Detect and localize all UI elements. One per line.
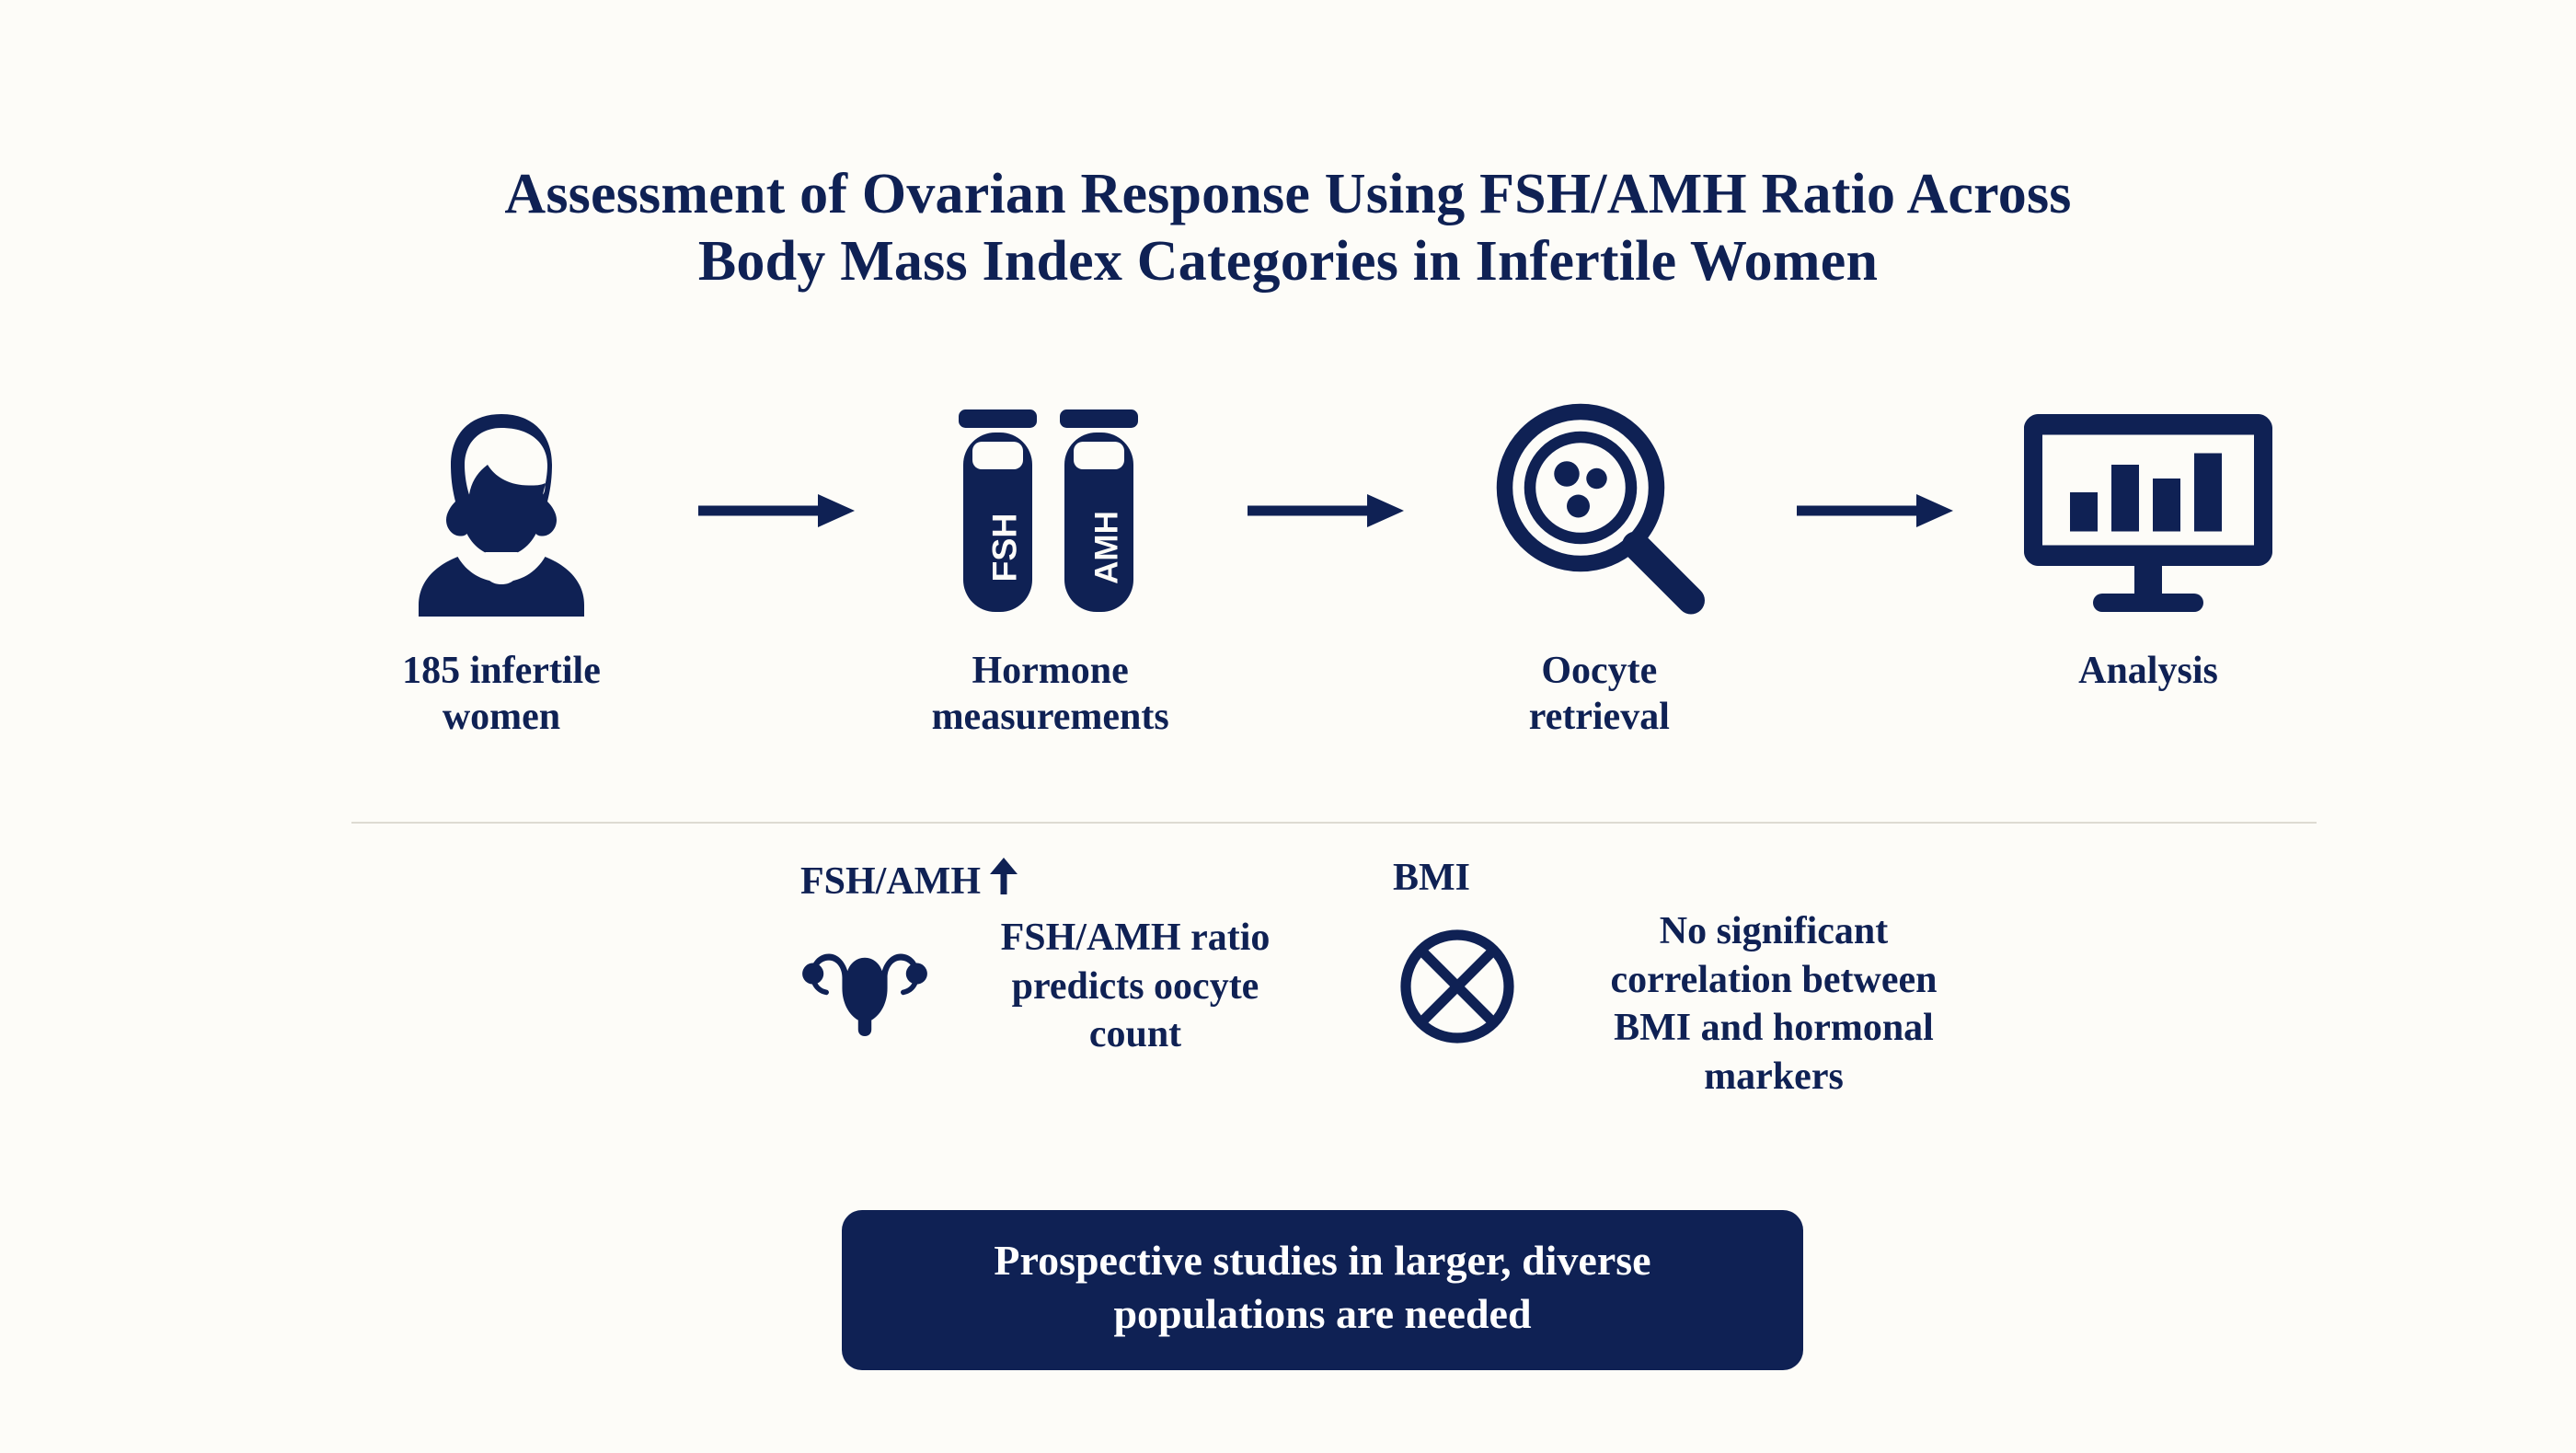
test-tubes-icon	[917, 386, 1184, 635]
svg-text:AMH: AMH	[1088, 511, 1125, 584]
flow-step-label-line-2: women	[442, 696, 561, 739]
arrow-right-icon	[1787, 386, 1961, 635]
finding-tag	[1384, 856, 2004, 900]
uterus-icon	[791, 914, 938, 1048]
flow-step-label	[2078, 648, 2218, 694]
flow-step-oocyte-retrieval	[1447, 386, 1751, 741]
finding-text	[951, 914, 1319, 1059]
finding-body	[791, 914, 1319, 1059]
flow-step-participants	[350, 386, 653, 741]
finding-text-line-4: markers	[1704, 1055, 1844, 1098]
finding-text-line-3: count	[1088, 1013, 1182, 1055]
finding-tag	[791, 856, 1319, 906]
finding-text-line-1: FSH/AMH ratio	[1000, 917, 1271, 959]
flow-step-label	[1529, 648, 1670, 741]
study-flow	[350, 386, 2300, 773]
page-title-line-1: Assessment of Ovarian Response Using FSH/AMH Ratio Across	[504, 163, 2072, 225]
finding-tag-label: BMI	[1393, 857, 1470, 899]
finding-text-line-3: BMI and hormonal	[1614, 1007, 1934, 1049]
finding-text-line-1: No significant	[1659, 910, 1889, 952]
flow-step-label	[402, 648, 601, 741]
callout-line-1: Prospective studies in larger, diverse	[994, 1237, 1651, 1284]
woman-icon	[386, 386, 616, 635]
finding-text	[1544, 907, 2004, 1101]
finding-text-line-2: correlation between	[1610, 958, 1938, 1001]
svg-text:FSH: FSH	[984, 513, 1024, 582]
flow-step-label-line-1: Hormone	[972, 650, 1129, 692]
flow-step-label-line-2: retrieval	[1528, 696, 1670, 739]
oocyte-magnifier-icon	[1479, 386, 1719, 635]
arrow-up-icon	[988, 856, 1019, 906]
bar-chart-monitor-icon	[2024, 386, 2272, 635]
flow-step-hormone-measurements	[899, 386, 1202, 741]
no-correlation-icon	[1384, 907, 1531, 1051]
flow-step-label-line-2: measurements	[931, 696, 1169, 739]
finding-bmi	[1384, 856, 2004, 1101]
arrow-right-icon	[688, 386, 863, 635]
callout-line-2: populations are needed	[1113, 1289, 1532, 1337]
flow-step-analysis	[1996, 386, 2300, 694]
flow-step-label	[932, 648, 1169, 741]
flow-step-label-line-1: 185 infertile	[402, 650, 601, 692]
page-title	[0, 161, 2576, 295]
key-findings	[791, 856, 2171, 1101]
flow-step-label-line-1: Oocyte	[1541, 650, 1658, 692]
section-divider	[351, 822, 2317, 824]
arrow-right-icon	[1237, 386, 1412, 635]
finding-tag-label: FSH/AMH	[800, 859, 981, 903]
finding-text-line-2: predicts oocyte	[1011, 964, 1259, 1008]
finding-fsh-amh	[791, 856, 1319, 1059]
finding-body	[1384, 907, 2004, 1101]
conclusion-callout	[842, 1210, 1803, 1370]
flow-step-label-line-1: Analysis	[2078, 650, 2218, 692]
page-title-line-2: Body Mass Index Categories in Infertile Women	[697, 230, 1879, 294]
